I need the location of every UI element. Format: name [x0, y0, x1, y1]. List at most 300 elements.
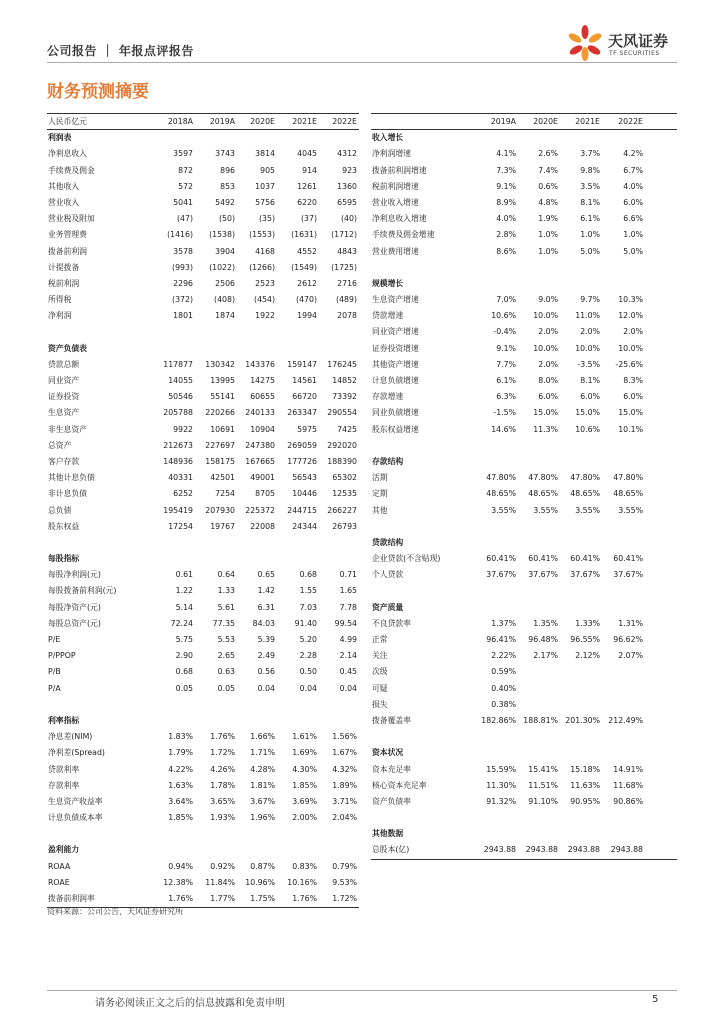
- row-label: 同业资产增速: [372, 327, 419, 337]
- table-cell: 2.0%: [538, 327, 558, 337]
- table-row: [371, 681, 677, 697]
- row-label: 所得税: [48, 295, 72, 305]
- table-cell: 8.9%: [496, 197, 516, 207]
- financial-forecast-table-right: [371, 113, 677, 860]
- table-cell: 1.0%: [538, 246, 558, 256]
- table-section-row: [371, 745, 677, 761]
- row-label: 非计息负债: [48, 489, 87, 499]
- row-label: 业务管理费: [48, 230, 87, 240]
- table-cell: 1.77%: [210, 894, 235, 903]
- table-cell: 12535: [332, 489, 357, 499]
- table-cell: 6220: [297, 197, 317, 207]
- table-cell: 7.0%: [496, 295, 516, 305]
- table-cell: 1.96%: [250, 813, 275, 823]
- table-cell: (1725): [331, 262, 357, 272]
- table-section-row: [47, 341, 359, 357]
- table-cell: 1.83%: [168, 732, 193, 742]
- table-cell: 4.30%: [292, 764, 317, 774]
- table-cell: 263347: [287, 408, 317, 418]
- table-cell: 60.41%: [570, 554, 600, 564]
- table-cell: (372): [172, 295, 193, 305]
- table-cell: 15.0%: [533, 408, 558, 418]
- page-number: 5: [652, 994, 659, 1005]
- table-row: [47, 454, 359, 470]
- table-cell: 2.17%: [533, 651, 558, 661]
- table-section-row: [47, 551, 359, 567]
- table-row: [47, 519, 359, 535]
- table-cell: 96.41%: [486, 635, 516, 644]
- table-cell: 3.64%: [168, 796, 193, 806]
- table-row: [47, 503, 359, 519]
- table-cell: 1.31%: [618, 618, 643, 628]
- table-cell: 4.99: [339, 635, 357, 644]
- row-label: 每股净利润(元): [48, 570, 101, 580]
- table-cell: (1553): [249, 230, 275, 240]
- table-cell: 15.59%: [486, 764, 516, 774]
- table-cell: 872: [178, 165, 193, 175]
- table-cell: 0.65: [257, 570, 275, 580]
- table-cell: 2943.88: [525, 845, 558, 855]
- table-cell: 896: [220, 165, 235, 175]
- table-cell: 1.85%: [168, 813, 193, 823]
- table-cell: 914: [302, 165, 317, 175]
- table-cell: 0.79%: [332, 861, 357, 871]
- table-cell: 11.68%: [613, 780, 643, 790]
- table-row: [371, 810, 677, 826]
- row-label: 净利息收入: [48, 149, 87, 159]
- table-cell: 1.76%: [168, 894, 193, 903]
- logo-name-en: TF SECURITIES: [609, 50, 660, 57]
- table-row: [371, 292, 677, 308]
- row-label: 税前利润: [48, 278, 80, 288]
- row-label: 贷款总额: [48, 359, 80, 369]
- table-cell: 0.45: [339, 667, 357, 677]
- row-label: 净利差(Spread): [48, 748, 105, 758]
- table-cell: 905: [260, 165, 275, 175]
- table-cell: 2.65: [217, 651, 235, 661]
- table-cell: 148936: [163, 456, 193, 466]
- row-label: 股东权益: [48, 521, 80, 531]
- row-label: 个人贷款: [372, 570, 404, 580]
- table-row: [47, 163, 359, 179]
- table-cell: 5.20: [299, 635, 317, 644]
- table-cell: 37.67%: [528, 570, 558, 580]
- table-cell: 72.24: [170, 618, 193, 628]
- table-cell: 14055: [168, 376, 193, 385]
- table-section-row: [371, 535, 677, 551]
- row-label: 生息资产增速: [372, 295, 419, 305]
- row-label: 净利润: [48, 311, 72, 321]
- row-label: 生息资产: [48, 408, 80, 418]
- table-cell: 4045: [297, 149, 317, 159]
- table-row: [47, 648, 359, 664]
- table-cell: 40331: [168, 473, 193, 483]
- table-cell: (408): [214, 295, 235, 305]
- table-row: [371, 357, 677, 373]
- table-row: [371, 486, 677, 502]
- table-cell: 2.28: [299, 651, 317, 661]
- table-section-row: [47, 713, 359, 729]
- table-row: [371, 794, 677, 810]
- table-cell: 7.4%: [538, 165, 558, 175]
- row-label: 计息负债增速: [372, 376, 419, 385]
- table-cell: 0.68: [299, 570, 317, 580]
- table-cell: 2.0%: [580, 327, 600, 337]
- table-cell: 2.49: [257, 651, 275, 661]
- table-cell: 3.67%: [250, 796, 275, 806]
- table-cell: 48.65%: [486, 489, 516, 499]
- table-cell: 24344: [292, 521, 317, 531]
- table-cell: 60655: [250, 392, 275, 402]
- table-cell: 5.14: [175, 602, 193, 612]
- table-cell: 5.53: [217, 635, 235, 644]
- row-label: 证券投资增速: [372, 343, 419, 353]
- table-cell: (47): [176, 214, 193, 224]
- table-cell: 923: [342, 165, 357, 175]
- table-cell: 10.96%: [245, 877, 275, 887]
- table-cell: 10.1%: [618, 424, 643, 434]
- table-cell: 269059: [287, 440, 317, 450]
- table-row: [47, 179, 359, 195]
- row-label: 资产负债表: [48, 343, 87, 353]
- table-header-row: [371, 114, 677, 130]
- table-cell: 212673: [163, 440, 193, 450]
- row-label: 拨备前利润: [48, 246, 87, 256]
- row-label: 手续费及佣金增速: [372, 230, 435, 240]
- table-cell: 3.5%: [580, 181, 600, 191]
- table-cell: 0.04: [339, 683, 357, 693]
- table-cell: 14.6%: [491, 424, 516, 434]
- table-cell: (35): [258, 214, 275, 224]
- table-section-row: [47, 130, 359, 146]
- table-cell: 47.80%: [570, 473, 600, 483]
- table-cell: 1.78%: [210, 780, 235, 790]
- table-cell: 0.38%: [491, 699, 516, 709]
- column-header: 2021E: [292, 117, 317, 126]
- table-cell: 8705: [255, 489, 275, 499]
- financial-forecast-table-left: [47, 113, 359, 908]
- table-row: [47, 308, 359, 324]
- table-row: [371, 341, 677, 357]
- table-cell: 48.65%: [570, 489, 600, 499]
- table-cell: 207930: [205, 505, 235, 515]
- row-label: 定期: [372, 489, 388, 499]
- row-label: 手续费及佣金: [48, 165, 95, 175]
- table-cell: 91.10%: [528, 796, 558, 806]
- table-cell: (1538): [209, 230, 235, 240]
- table-cell: (489): [336, 295, 357, 305]
- table-cell: 1.61%: [292, 732, 317, 742]
- table-cell: 7.7%: [496, 359, 516, 369]
- row-label: 每股总资产(元): [48, 618, 101, 628]
- table-cell: 10.0%: [533, 343, 558, 353]
- row-label: 利率指标: [48, 715, 80, 725]
- table-cell: 37.67%: [570, 570, 600, 580]
- table-cell: 1.0%: [580, 230, 600, 240]
- column-header: 2019A: [490, 117, 516, 126]
- table-cell: 5756: [255, 197, 275, 207]
- table-row: [47, 810, 359, 826]
- table-cell: 201.30%: [565, 715, 600, 725]
- table-cell: 9.1%: [496, 343, 516, 353]
- table-cell: 7425: [337, 424, 357, 434]
- table-cell: 0.64: [217, 570, 235, 580]
- table-cell: 2.04%: [332, 813, 357, 823]
- row-label: 客户存款: [48, 456, 80, 466]
- table-cell: 7.78: [339, 602, 357, 612]
- table-cell: 6.0%: [538, 392, 558, 402]
- table-row: [47, 422, 359, 438]
- table-cell: 11.3%: [533, 424, 558, 434]
- table-cell: 99.54: [334, 618, 357, 628]
- table-cell: 3.7%: [580, 149, 600, 159]
- table-cell: 227697: [205, 440, 235, 450]
- table-cell: 1801: [173, 311, 193, 321]
- table-cell: 1994: [297, 311, 317, 321]
- table-cell: 55141: [210, 392, 235, 402]
- table-cell: 2.90: [175, 651, 193, 661]
- table-cell: 10.16%: [287, 877, 317, 887]
- row-label: P/PPOP: [48, 651, 76, 661]
- table-cell: 6.0%: [623, 392, 643, 402]
- table-cell: 1.93%: [210, 813, 235, 823]
- table-section-row: [371, 826, 677, 842]
- table-cell: 2506: [215, 278, 235, 288]
- table-cell: 11.63%: [570, 780, 600, 790]
- table-cell: 1.85%: [292, 780, 317, 790]
- table-row: [371, 211, 677, 227]
- row-label: 净利润增速: [372, 149, 411, 159]
- table-cell: (1022): [209, 262, 235, 272]
- table-row: [47, 875, 359, 891]
- table-row: [47, 260, 359, 276]
- table-cell: 176245: [327, 359, 357, 369]
- table-cell: 1037: [255, 181, 275, 191]
- table-row: [47, 583, 359, 599]
- table-row: [371, 567, 677, 583]
- table-cell: 7.3%: [496, 165, 516, 175]
- table-cell: 9922: [173, 424, 193, 434]
- table-row: [371, 373, 677, 389]
- table-cell: 15.0%: [618, 408, 643, 418]
- table-cell: 0.92%: [210, 861, 235, 871]
- table-row: [47, 357, 359, 373]
- table-cell: 4.1%: [496, 149, 516, 159]
- table-cell: 49001: [250, 473, 275, 483]
- table-cell: 1.55: [299, 586, 317, 596]
- table-cell: 4312: [337, 149, 357, 159]
- table-cell: 0.87%: [250, 861, 275, 871]
- table-cell: 2.8%: [496, 230, 516, 240]
- table-row: [47, 681, 359, 697]
- table-row: [47, 227, 359, 243]
- table-section-row: [371, 600, 677, 616]
- table-cell: 65302: [332, 473, 357, 483]
- table-cell: 6252: [173, 489, 193, 499]
- table-cell: 1.37%: [491, 618, 516, 628]
- table-cell: 42501: [210, 473, 235, 483]
- table-cell: 2.6%: [538, 149, 558, 159]
- table-cell: 2078: [337, 311, 357, 321]
- table-cell: 10.6%: [491, 311, 516, 321]
- table-row: [371, 713, 677, 729]
- table-cell: 14.91%: [613, 764, 643, 774]
- row-label: 规模增长: [372, 278, 404, 288]
- table-cell: 11.0%: [575, 311, 600, 321]
- table-cell: 47.80%: [613, 473, 643, 483]
- table-row: [47, 373, 359, 389]
- row-label: 存款利率: [48, 780, 80, 790]
- row-label: 税前利润增速: [372, 181, 419, 191]
- table-cell: 56543: [292, 473, 317, 483]
- table-cell: 1.0%: [623, 230, 643, 240]
- row-label: 损失: [372, 699, 388, 709]
- table-cell: 7254: [215, 489, 235, 499]
- table-cell: 1.72%: [210, 748, 235, 758]
- table-cell: 2.07%: [618, 651, 643, 661]
- table-cell: 6.31: [257, 602, 275, 612]
- table-cell: 2716: [337, 278, 357, 288]
- row-label: 资产质量: [372, 602, 404, 612]
- table-cell: 84.03: [252, 618, 275, 628]
- table-cell: 3904: [215, 246, 235, 256]
- table-row: [371, 146, 677, 162]
- table-row: [47, 567, 359, 583]
- table-row: [371, 438, 677, 454]
- row-label: 总资产: [48, 440, 72, 450]
- table-row: [47, 276, 359, 292]
- table-cell: 0.94%: [168, 861, 193, 871]
- table-cell: 3.55%: [491, 505, 516, 515]
- logo-name-cn: 天风证券: [608, 32, 669, 50]
- table-cell: 266227: [327, 505, 357, 515]
- table-row: [47, 486, 359, 502]
- table-row: [371, 616, 677, 632]
- table-cell: 1.63%: [168, 780, 193, 790]
- table-cell: 212.49%: [608, 715, 643, 725]
- row-label: 收入增长: [372, 133, 404, 143]
- column-header: 2020E: [250, 117, 275, 126]
- row-label: 其他计息负债: [48, 473, 95, 483]
- table-cell: 1261: [297, 181, 317, 191]
- table-cell: 9.8%: [580, 165, 600, 175]
- table-cell: 1.67%: [332, 748, 357, 758]
- table-cell: 10.3%: [618, 295, 643, 305]
- table-row: [47, 859, 359, 875]
- table-cell: 6.1%: [496, 376, 516, 385]
- table-cell: 26793: [332, 521, 357, 531]
- table-cell: 5.61: [217, 602, 235, 612]
- table-cell: 15.18%: [570, 764, 600, 774]
- table-row: [371, 842, 677, 858]
- row-label: 计息负债成本率: [48, 813, 103, 823]
- table-row: [47, 146, 359, 162]
- row-label: 可疑: [372, 683, 388, 693]
- row-label: 人民币亿元: [48, 117, 87, 126]
- table-row: [47, 826, 359, 842]
- row-label: 同业负债增速: [372, 408, 419, 418]
- table-cell: 22008: [250, 521, 275, 531]
- table-cell: (454): [254, 295, 275, 305]
- table-cell: 240133: [245, 408, 275, 418]
- table-cell: 572: [178, 181, 193, 191]
- table-cell: 1.65: [339, 586, 357, 596]
- row-label: 次级: [372, 667, 388, 677]
- table-cell: 0.6%: [538, 181, 558, 191]
- row-label: 拨备前利润率: [48, 894, 95, 903]
- row-label: 股东权益增速: [372, 424, 419, 434]
- table-row: [47, 600, 359, 616]
- table-cell: 195419: [163, 505, 193, 515]
- table-cell: 2296: [173, 278, 193, 288]
- table-row: [47, 745, 359, 761]
- table-cell: 1.33%: [575, 618, 600, 628]
- table-cell: 2.12%: [575, 651, 600, 661]
- table-header-row: [47, 114, 359, 130]
- table-cell: 4.8%: [538, 197, 558, 207]
- table-row: [47, 794, 359, 810]
- row-label: 存款结构: [372, 456, 404, 466]
- table-cell: 1.89%: [332, 780, 357, 790]
- table-row: [371, 260, 677, 276]
- table-section-row: [371, 130, 677, 146]
- table-cell: 1.9%: [538, 214, 558, 224]
- table-cell: 1.33: [217, 586, 235, 596]
- row-label: 不良贷款率: [372, 618, 411, 628]
- table-cell: 3.65%: [210, 796, 235, 806]
- table-row: [371, 648, 677, 664]
- table-cell: 5.75: [175, 635, 193, 644]
- table-cell: -0.4%: [493, 327, 516, 337]
- table-cell: 3.55%: [533, 505, 558, 515]
- table-row: [47, 632, 359, 648]
- row-label: 每股净资产(元): [48, 602, 101, 612]
- table-row: [371, 422, 677, 438]
- table-row: [371, 470, 677, 486]
- table-cell: 0.61: [175, 570, 193, 580]
- table-cell: 73392: [332, 392, 357, 402]
- table-cell: 3.71%: [332, 796, 357, 806]
- source-note: 资料来源：公司公告，天风证券研究所: [47, 907, 183, 916]
- table-cell: 13995: [210, 376, 235, 385]
- table-cell: 2.22%: [491, 651, 516, 661]
- table-cell: 3578: [173, 246, 193, 256]
- table-cell: 1.79%: [168, 748, 193, 758]
- table-cell: 2.0%: [623, 327, 643, 337]
- table-cell: 4.26%: [210, 764, 235, 774]
- table-section-row: [371, 454, 677, 470]
- row-label: 每股拨备前利润(元): [48, 586, 117, 596]
- table-cell: 8.1%: [580, 197, 600, 207]
- table-row: [371, 551, 677, 567]
- table-cell: 91.40: [294, 618, 317, 628]
- row-label: 拨备覆盖率: [372, 715, 411, 725]
- row-label: 资本状况: [372, 748, 404, 758]
- row-label: 其他: [372, 505, 388, 515]
- row-label: 其他数据: [372, 829, 404, 839]
- row-label: 利润表: [48, 133, 72, 143]
- table-section-row: [371, 276, 677, 292]
- table-row: [47, 729, 359, 745]
- table-cell: 2.00%: [292, 813, 317, 823]
- table-cell: 14275: [250, 376, 275, 385]
- table-row: [47, 405, 359, 421]
- table-cell: 96.62%: [613, 635, 643, 644]
- table-cell: 15.41%: [528, 764, 558, 774]
- table-cell: 3597: [173, 149, 193, 159]
- table-row: [371, 389, 677, 405]
- table-cell: 247380: [245, 440, 275, 450]
